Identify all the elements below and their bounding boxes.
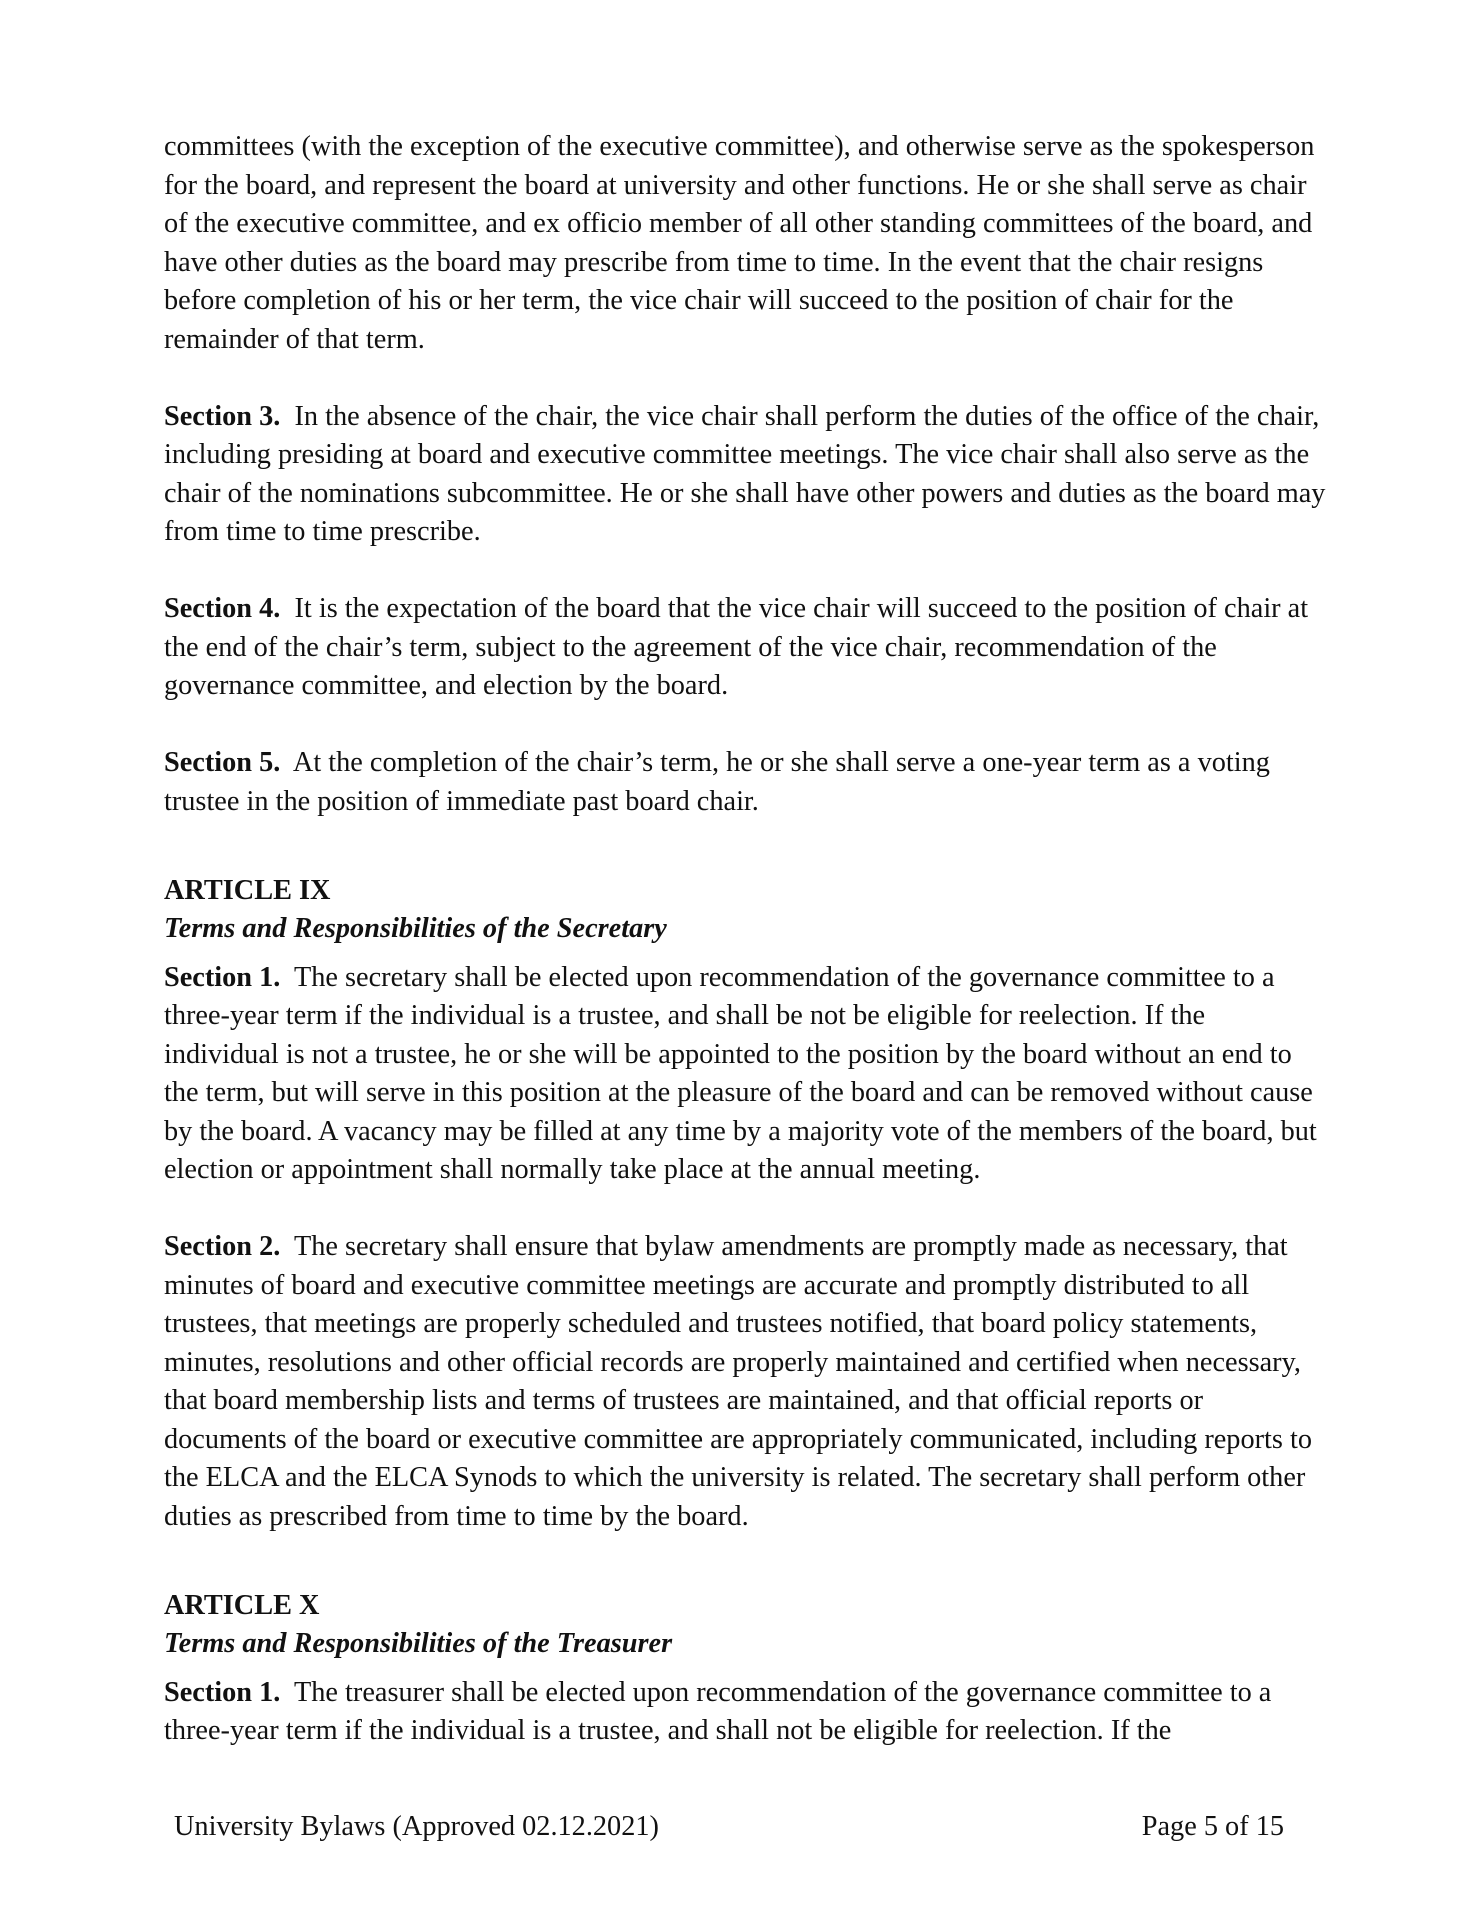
section-label: Section 1.: [164, 961, 281, 993]
section-label: Section 3.: [164, 400, 281, 432]
article-viii-section-4: [164, 590, 1326, 706]
section-label: Section 5.: [164, 747, 281, 778]
article-x-subtitle: Terms and Responsibilities of the Treasurer: [164, 1628, 673, 1659]
spacer: [164, 706, 1326, 745]
section-label: Section 2.: [164, 1231, 281, 1262]
section-text: It is the expectation of the board that the vice chair will succeed to the position of chair at the end of the chair’s term, subject to the agreement of the vice chair, recommendation of the governance committee, and election by the board.: [164, 593, 1309, 701]
spacer: [164, 552, 1326, 591]
section-text: In the absence of the chair, the vice chair shall perform the duties of the office of the chair, including presiding at board and executive committee meetings. The vice chair shall also serve as the chair of the nominations subcommittee. He or she shall have other powers and duties as the board may from time to time prescribe.: [164, 400, 1326, 547]
section-text: The treasurer shall be elected upon recommendation of the governance committee to a three-year term if the individual is a trustee, and shall not be eligible for reelection. If the: [164, 1676, 1272, 1746]
spacer: [164, 1190, 1326, 1229]
section-text: At the completion of the chair’s term, he or she shall serve a one-year term as a voting trustee in the position of immediate past board chair.: [164, 747, 1270, 817]
document-page: [164, 128, 1326, 1751]
section-label: Section 4.: [164, 593, 281, 624]
footer-document-title: University Bylaws (Approved 02.12.2021): [174, 1811, 659, 1842]
article-ix-title: ARTICLE IX: [164, 874, 331, 906]
section-label: Section 1.: [164, 1676, 281, 1708]
article-ix-subtitle: Terms and Responsibilities of the Secretary: [164, 913, 667, 944]
spacer: [164, 359, 1326, 398]
article-ix-section-2: [164, 1228, 1326, 1536]
article-viii-section-5: [164, 744, 1326, 821]
article-x-section-1: [164, 1674, 1326, 1751]
intro-paragraph: committees (with the exception of the executive committee), and otherwise serve as the spokesperson for the board, and represent the board at university and other functions. He or she shall serve as chair of the executive committee, and ex officio member of all other standing committees of the board, and have other duties as the board may prescribe from time to time. In the event that the chair resigns before completion of his or her term, the vice chair will succeed to the position of chair for the remainder of that term.: [164, 131, 1315, 355]
spacer: [164, 1536, 1326, 1575]
article-ix-section-1: [164, 959, 1326, 1190]
spacer: [164, 821, 1326, 860]
footer-page-number: Page 5 of 15: [1141, 1811, 1284, 1842]
article-viii-section-3: [164, 398, 1326, 552]
article-x-title: ARTICLE X: [164, 1589, 320, 1621]
section-text: The secretary shall ensure that bylaw amendments are promptly made as necessary, that minutes of board and executive committee meetings are accurate and promptly distributed to all trustees, that meetings are properly scheduled and trustees notified, that board policy statements, minutes, resolutions and other official records are properly maintained and certified when necessary, that board membership lists and terms of trustees are maintained, and that official reports or documents of the board or executive committee are appropriately communicated, including reports to the ELCA and the ELCA Synods to which the university is related. The secretary shall perform other duties as prescribed from time to time by the board.: [164, 1231, 1312, 1532]
section-text: The secretary shall be elected upon recommendation of the governance committee to a three-year term if the individual is a trustee, and shall be not be eligible for reelection. If the individual is not a trustee, he or she will be appointed to the position by the board without an end to the term, but will serve in this position at the pleasure of the board and can be removed without cause by the board. A vacancy may be filled at any time by a majority vote of the members of the board, but election or appointment shall normally take place at the annual meeting.: [164, 961, 1317, 1185]
